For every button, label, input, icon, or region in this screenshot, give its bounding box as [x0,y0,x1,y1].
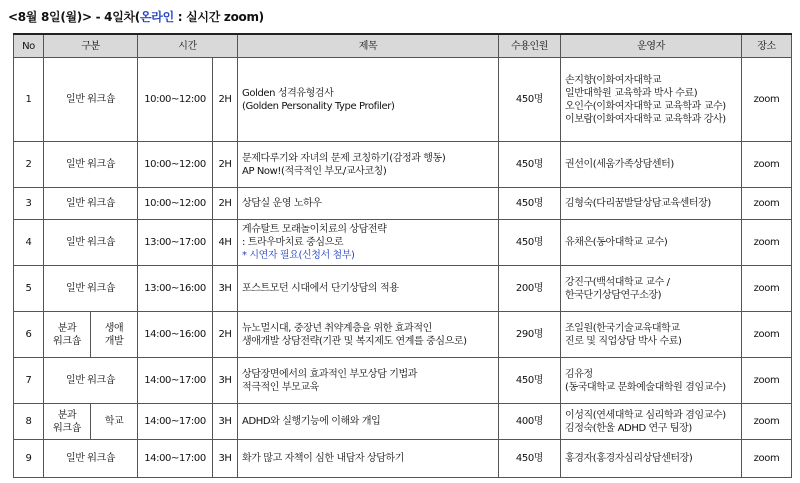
heading-prefix: <8월 8일(월)> - 4일차( [8,10,140,24]
text-line: 생애개발 상담전략(기관 및 복지제도 연계를 중심으로) [242,335,467,347]
col-capacity: 수용인원 [499,34,561,58]
text-line: 한국단기상담연구소장) [565,289,662,301]
row-place: zoom [742,58,792,142]
text-line: 손지향(이화여자대학교 [565,74,662,86]
text-line: 유채은(동아대학교 교수) [565,237,668,248]
text-line: 강진구(백석대학교 교수 / [565,276,670,288]
text-line: 조일원(한국기술교육대학교 [565,322,680,334]
row-hours: 3H [213,266,238,312]
page-heading [8,8,264,25]
table-row [14,440,792,478]
text-line: 생애 [104,322,124,334]
text-line: 포스트모던 시대에서 단기상담의 적용 [242,283,399,294]
row-hours: 3H [213,358,238,404]
text-line: 김형숙(다리꿈발달상담교육센터장) [565,198,711,209]
text-line: 이성직(연세대학교 심리학과 겸임교수) [565,409,726,421]
title-note: * 시연자 필요(신청서 첨부) [242,250,355,261]
row-no: 6 [14,312,44,358]
row-place: zoom [742,358,792,404]
text-line: 상담실 운영 노하우 [242,198,322,209]
row-place: zoom [742,220,792,266]
row-capacity: 450명 [499,188,561,220]
row-category: 일반 워크숍 [44,440,138,478]
row-title [238,358,499,404]
row-no: 3 [14,188,44,220]
row-no: 1 [14,58,44,142]
row-title [238,440,499,478]
table-header-row [14,34,792,58]
row-operator [561,220,742,266]
heading-online: 온라인 [140,10,174,24]
row-operator [561,266,742,312]
row-operator [561,58,742,142]
row-operator [561,142,742,188]
row-capacity: 450명 [499,220,561,266]
table-row [14,266,792,312]
text-line: 문제다루기와 자녀의 문제 코칭하기(감정과 행동) [242,152,446,164]
table-row [14,312,792,358]
col-time: 시간 [138,34,238,58]
text-line: 김유정 [565,368,593,380]
row-hours: 2H [213,58,238,142]
row-time: 14:00~17:00 [138,358,213,404]
text-line: : 트라우마치료 중심으로 [242,237,344,248]
row-title [238,266,499,312]
schedule-table [13,33,792,478]
text-line: 김정숙(한울 ADHD 연구 팀장) [565,422,692,434]
text-line: 홍경자(홍경자심리상담센터장) [565,453,693,464]
text-line: (동국대학교 문화예술대학원 겸임교수) [565,381,726,393]
row-title [238,188,499,220]
row-title [238,404,499,440]
row-capacity: 200명 [499,266,561,312]
row-category: 일반 워크숍 [44,266,138,312]
row-category: 일반 워크숍 [44,220,138,266]
row-operator [561,440,742,478]
text-line: 화가 많고 자책이 심한 내담자 상담하기 [242,453,405,464]
row-hours: 4H [213,220,238,266]
row-hours: 3H [213,404,238,440]
row-hours: 3H [213,440,238,478]
text-line: 일반대학원 교육학과 박사 수료) [565,87,698,99]
row-capacity: 290명 [499,312,561,358]
col-no: No [14,34,44,58]
text-line: 오인수(이화여자대학교 교육학과 교수) [565,100,726,112]
row-capacity: 450명 [499,358,561,404]
table-row [14,188,792,220]
col-operator: 운영자 [561,34,742,58]
row-hours: 2H [213,142,238,188]
row-category-main [44,404,91,440]
row-place: zoom [742,266,792,312]
row-capacity: 400명 [499,404,561,440]
row-no: 4 [14,220,44,266]
row-time: 13:00~17:00 [138,220,213,266]
row-operator [561,358,742,404]
row-time: 14:00~17:00 [138,404,213,440]
row-title [238,142,499,188]
text-line: 뉴노멀시대, 중장년 취약계층을 위한 효과적인 [242,322,432,334]
text-line: 진로 및 직업상담 박사 수료) [565,335,682,347]
row-place: zoom [742,142,792,188]
text-line: 적극적인 부모교육 [242,381,319,393]
col-category: 구분 [44,34,138,58]
row-time: 10:00~12:00 [138,142,213,188]
row-no: 5 [14,266,44,312]
row-hours: 2H [213,188,238,220]
row-capacity: 450명 [499,440,561,478]
row-category: 일반 워크숍 [44,358,138,404]
row-category: 일반 워크숍 [44,188,138,220]
row-operator [561,312,742,358]
table-row [14,358,792,404]
row-place: zoom [742,312,792,358]
text-line: 워크숍 [53,422,81,434]
row-no: 7 [14,358,44,404]
table-row [14,220,792,266]
row-category: 일반 워크숍 [44,58,138,142]
row-place: zoom [742,404,792,440]
col-place: 장소 [742,34,792,58]
table-row [14,404,792,440]
row-place: zoom [742,188,792,220]
row-title [238,220,499,266]
row-category-sub [91,404,138,440]
table-row [14,142,792,188]
row-title [238,312,499,358]
text-line: 상담장면에서의 효과적인 부모상담 기법과 [242,368,418,380]
row-hours: 2H [213,312,238,358]
row-time: 14:00~17:00 [138,440,213,478]
text-line: 개발 [104,335,124,347]
row-no: 8 [14,404,44,440]
heading-suffix: : 실시간 zoom) [173,10,264,24]
table-row [14,58,792,142]
text-line: 워크숍 [53,335,81,347]
row-no: 2 [14,142,44,188]
text-line: 학교 [104,416,124,427]
row-time: 14:00~16:00 [138,312,213,358]
text-line: Golden 성격유형검사 [242,87,334,99]
row-time: 10:00~12:00 [138,188,213,220]
row-place: zoom [742,440,792,478]
row-category: 일반 워크숍 [44,142,138,188]
text-line: 분과 [57,409,77,421]
row-no: 9 [14,440,44,478]
text-line: (Golden Personality Type Profiler) [242,100,395,112]
text-line: 분과 [57,322,77,334]
row-operator [561,404,742,440]
row-capacity: 450명 [499,58,561,142]
text-line: ADHD와 실행기능에 이해와 개입 [242,416,381,427]
row-time: 13:00~16:00 [138,266,213,312]
row-category-main [44,312,91,358]
row-time: 10:00~12:00 [138,58,213,142]
text-line: AP Now!(적극적인 부모/교사코칭) [242,165,387,177]
row-operator [561,188,742,220]
row-category-sub [91,312,138,358]
row-capacity: 450명 [499,142,561,188]
col-title: 제목 [238,34,499,58]
row-title [238,58,499,142]
text-line: 권선이(세움가족상담센터) [565,159,674,170]
text-line: 게슈탈트 모래놀이치료의 상담전략 [242,224,387,235]
text-line: 이보람(이화여자대학교 교육학과 강사) [565,113,726,125]
